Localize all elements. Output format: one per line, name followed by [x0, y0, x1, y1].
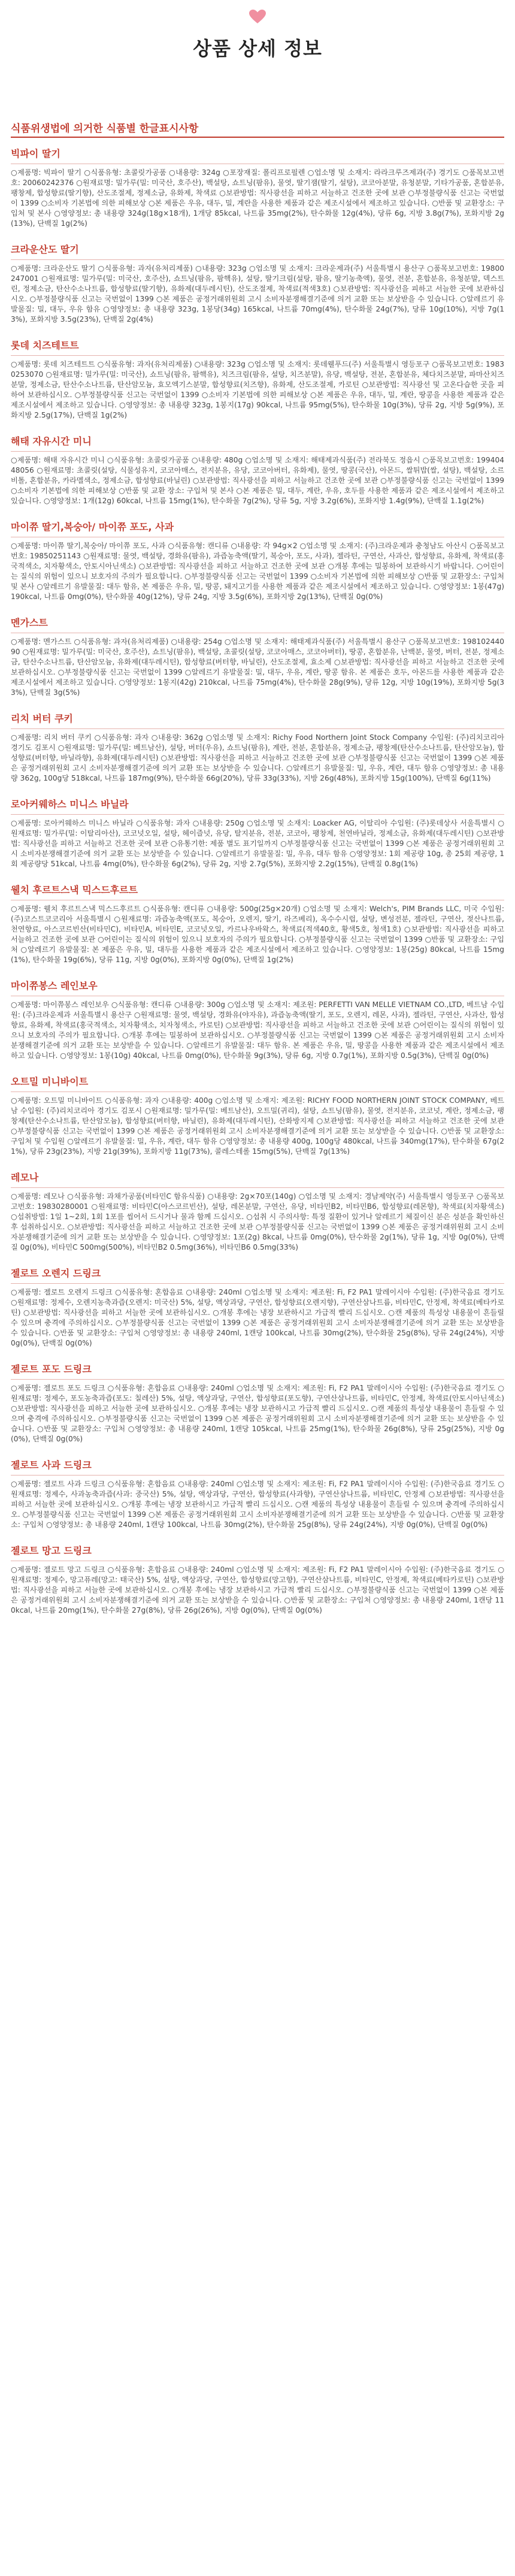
item-divider [11, 451, 504, 452]
item-divider [11, 355, 504, 356]
product-name: 로아커웨하스 미니스 바닐라 [11, 799, 129, 810]
product-label-text: ○제품명: 젤로트 망고 드링크 ○식품유형: 혼합음료 ○내용량: 240ml ○업소명 및 소재지: 제조원: Fi, F2 PA1 말레이시아 수입원: (주)한국음료 경기도 ○원재료명: 정제수, 망고퓨레(망고: 태국산) 5%, 설탕, 액상과당, 구연산, 합성향료(망고향), 구연산삼나트륨, 비타민C, 안정제, 착색료(베타카로틴) ○보관방법: 직사광선을 피하고 서늘한 곳에 보관하십시오. ○개봉 후에는 냉장 보관하시고 가급적 빨리 드십시오. ○부정불량식품 신고는 국번없이 1399 ○본 제품은 공정거래위원회 고시 소비자분쟁해결기준에 의거 교환 또는 보상받을 수 있습니다. ○반품 및 교환장소: 구입처 ○영양정보: 총 내용량 240ml, 1캔당 110kcal, 나트륨 20mg(1%), 탄수화물 27g(8%), 당류 26g(26%), 지방 0g(0%), 단백질 0g(0%) [11, 1565, 504, 1614]
product-item [11, 1074, 504, 1157]
product-item [11, 434, 504, 506]
item-divider [11, 1283, 504, 1284]
product-label-text: ○제품명: 레모나 ○식품유형: 과채가공품(비타민C 함유식품) ○내용량: 2g×70포(140g) ○업소명 및 소재지: 경남제약(주) 서울특별시 영등포구 ○품목보고번호: 19830280001 ○원재료명: 비타민C(아스코르빈산), 설탕, 레몬분말, 구연산, 유당, 비타민B2, 비타민B6, 합성향료(레몬향), 착색료(치자황색소) ○섭취방법: 1일 1~2회, 1회 1포를 씹어서 드시거나 물과 함께 드십시오. ○섭취 시 주의사항: 특정 질환이 있거나 알레르기 체질이신 분은 성분을 확인하신 후 섭취하십시오. ○보관방법: 직사광선을 피하고 서늘하고 건조한 곳에 보관 ○부정불량식품 신고는 국번없이 1399 ○본 제품은 공정거래위원회 고시 소비자분쟁해결기준에 의거 교환 또는 보상받을 수 있습니다. ○영양정보: 1포(2g) 8kcal, 나트륨 0mg(0%), 탄수화물 2g(1%), 당류 1g, 지방 0g(0%), 단백질 0g(0%), 비타민C 500mg(500%), 비타민B2 0.5mg(36%), 비타민B6 0.5mg(33%) [11, 1192, 504, 1251]
product-name: 리치 버터 쿠키 [11, 713, 73, 724]
product-item [11, 978, 504, 1061]
product-item [11, 146, 504, 229]
product-item [11, 242, 504, 325]
product-label-text: ○제품명: 젤로트 오렌지 드링크 ○식품유형: 혼합음료 ○내용량: 240ml ○업소명 및 소재지: 제조원: Fi, F2 PA1 말레이시아 수입원: (주)한국음료 경기도 ○원재료명: 정제수, 오렌지농축과즙(오렌지: 미국산) 5%, 설탕, 액상과당, 구연산, 합성향료(오렌지향), 구연산삼나트륨, 비타민C, 안정제, 착색료(베타카로틴) ○보관방법: 직사광선을 피하고 서늘한 곳에 보관하십시오. ○개봉 후에는 냉장 보관하시고 가급적 빨리 드십시오. ○캔 제품의 특성상 내용물이 흔들릴 수 있으며 충격에 주의하십시오. ○부정불량식품 신고는 국번없이 1399 ○본 제품은 공정거래위원회 고시 소비자분쟁해결기준에 의거 교환 또는 보상받을 수 있습니다. ○반품 및 교환장소: 구입처 ○영양정보: 총 내용량 240ml, 1캔당 100kcal, 나트륨 30mg(2%), 탄수화물 25g(8%), 당류 24g(24%), 지방 0g(0%), 단백질 0g(0%) [11, 1288, 504, 1347]
product-item [11, 797, 504, 869]
product-name: 해태 자유시간 미니 [11, 436, 92, 447]
section-divider [11, 137, 504, 138]
product-name: 마이쮸봉스 레인보우 [11, 980, 98, 991]
product-name: 마이쮸 딸기,복숭아/ 마이쮸 포도, 사과 [11, 521, 174, 533]
product-name: 빅파이 딸기 [11, 148, 60, 159]
product-label-text: ○제품명: 로아커웨하스 미니스 바닐라 ○식품유형: 과자 ○내용량: 250g ○업소명 및 소재지: Loacker AG, 이탈리아 수입원: (주)롯데상사 서울특별시 ○원재료명: 밀가루(밀: 이탈리아산), 코코넛오일, 설탕, 헤이즐넛, 유당, 탈지분유, 전분, 코코아, 팽창제, 천연바닐라, 정제소금, 유화제(대두레시틴) ○보관방법: 직사광선을 피하고 서늘하고 건조한 곳에 보관 ○유통기한: 제품 별도 표기일까지 ○부정불량식품 신고는 국번없이 1399 ○본 제품은 공정거래위원회 고시 소비자분쟁해결기준에 의거 교환 또는 보상받을 수 있습니다. ○알레르기 유발물질: 밀, 우유, 대두 함유 ○영양정보: 1회 제공량 10g, 총 25회 제공량, 1회 제공량당 51kcal, 나트륨 4mg(0%), 탄수화물 6g(2%), 당류 2g, 지방 2.7g(5%), 포화지방 2.2g(15%), 단백질 0.8g(1%) [11, 819, 504, 868]
item-divider [11, 1187, 504, 1188]
product-item [11, 1170, 504, 1253]
product-name: 레모나 [11, 1172, 39, 1183]
product-item [11, 1362, 504, 1444]
product-name: 젤로트 사과 드링크 [11, 1459, 92, 1471]
product-label-text: ○제품명: 해태 자유시간 미니 ○식품유형: 초콜릿가공품 ○내용량: 480g ○업소명 및 소재지: 해태제과식품(주) 전라북도 정읍시 ○품목보고번호: 19940448056 ○원재료명: 초콜릿(설탕, 식물성유지, 코코아매스, 전지분유, 유당, 코코아버터, 유화제), 물엿, 땅콩(국산), 아몬드, 쌀튀밥(쌀, 설탕), 백설탕, 소르비톨, 혼합분유, 카라멜색소, 정제소금, 합성향료(바닐린) ○보관방법: 직사광선을 피하고 서늘하고 건조한 곳에 보관 ○부정불량식품 신고는 국번없이 1399 ○소비자 기본법에 의한 피해보상 ○반품 및 교환 장소: 구입처 및 본사 ○본 제품은 밀, 대두, 계란, 우유, 호두를 사용한 제품과 같은 제조시설에서 제조하고 있습니다. ○영양정보: 1개(12g) 60kcal, 나트륨 15mg(1%), 탄수화물 7g(2%), 당류 5g, 지방 3.2g(6%), 포화지방 1.4g(9%), 단백질 1.1g(2%) [11, 456, 504, 505]
product-item [11, 1543, 504, 1616]
product-name: 젤로트 오렌지 드링크 [11, 1268, 101, 1279]
product-name: 크라운산도 딸기 [11, 244, 79, 255]
product-name: 멘가스트 [11, 617, 48, 628]
product-name: 웰치 후르트스낵 믹스드후르트 [11, 884, 138, 896]
section-heading: 식품위생법에 의거한 식품별 한글표시사항 [11, 123, 199, 135]
product-name: 젤로트 망고 드링크 [11, 1545, 92, 1556]
page-title: 상품 상세 정보 [193, 37, 322, 60]
item-divider [11, 1475, 504, 1476]
product-label-text: ○제품명: 빅파이 딸기 ○식품유형: 초콜릿가공품 ○내용량: 324g ○포장재질: 폴리프로필렌 ○업소명 및 소재지: 라라크루즈제과(주) 경기도 ○품목보고번호: 20060242376 ○원재료명: 밀가루(밀: 미국산, 호주산), 백설탕, 쇼트닝(팜유), 물엿, 딸기잼(딸기, 설탕), 코코아분말, 유청분말, 기타가공품, 혼합분유, 팽창제, 합성향료(딸기향), 산도조절제, 정제소금, 유화제, 착색료 ○보관방법: 직사광선을 피하고 서늘하고 건조한 곳에 보관 ○부정불량식품 신고는 국번없이 1399 ○소비자 기본법에 의한 피해보상 ○본 제품은 우유, 대두, 밀, 계란을 사용한 제품과 같은 제조시설에서 제조하고 있습니다. ○반품 및 교환장소: 구입처 및 본사 ○영양정보: 총 내용량 324g(18g×18개), 1개당 85kcal, 나트륨 35mg(2%), 탄수화물 12g(4%), 당류 6g, 지방 3.8g(7%), 포화지방 2g(13%), 단백질 1g(2%) [11, 168, 504, 228]
product-list [11, 146, 504, 1629]
product-item [11, 519, 504, 602]
product-label-text: ○제품명: 롯데 치즈테트트 ○식품유형: 과자(유처리제품) ○내용량: 323g ○업소명 및 소재지: 롯데웰푸드(주) 서울특별시 영등포구 ○품목보고번호: 19830253070 ○원재료명: 밀가루(밀: 미국산), 쇼트닝(팜유, 팜핵유), 치즈크림(팜유, 설탕, 치즈분말), 유당, 백설탕, 전분, 혼합분유, 체다치즈분말, 파마산치즈분말, 정제소금, 탄산수소나트륨, 탄산암모늄, 효모엑기스분말, 합성향료(치즈향), 유화제, 산도조절제, 카로틴 ○보관방법: 직사광선 및 고온다습한 곳을 피하여 보관하십시오. ○부정불량식품 신고는 국번없이 1399 ○소비자 기본법에 의한 피해보상 ○본 제품은 우유, 대두, 밀, 계란, 땅콩을 사용한 제품과 같은 제조시설에서 제조하고 있습니다. ○영양정보: 총 내용량 323g, 1봉지(17g) 90kcal, 나트륨 95mg(5%), 탄수화물 10g(3%), 당류 2g, 지방 5g(9%), 포화지방 2.5g(17%), 단백질 1g(2%) [11, 360, 504, 419]
product-label-text: ○제품명: 젤로트 사과 드링크 ○식품유형: 혼합음료 ○내용량: 240ml ○업소명 및 소재지: 제조원: Fi, F2 PA1 말레이시아 수입원: (주)한국음료 경기도 ○원재료명: 정제수, 사과농축과즙(사과: 중국산) 5%, 설탕, 액상과당, 구연산, 합성향료(사과향), 구연산삼나트륨, 비타민C, 안정제 ○보관방법: 직사광선을 피하고 서늘한 곳에 보관하십시오. ○개봉 후에는 냉장 보관하시고 가급적 빨리 드십시오. ○캔 제품의 특성상 내용물이 흔들릴 수 있으며 충격에 주의하십시오. ○부정불량식품 신고는 국번없이 1399 ○본 제품은 공정거래위원회 고시 소비자분쟁해결기준에 의거 교환 또는 보상받을 수 있습니다. ○반품 및 교환장소: 구입처 ○영양정보: 총 내용량 240ml, 1캔당 100kcal, 나트륨 30mg(2%), 탄수화물 25g(8%), 당류 24g(24%), 지방 0g(0%), 단백질 0g(0%) [11, 1480, 504, 1529]
product-item [11, 882, 504, 965]
product-item [11, 1458, 504, 1530]
item-divider [11, 259, 504, 260]
product-name: 오트밀 미니바이트 [11, 1076, 89, 1087]
product-label-text: ○제품명: 마이쮸 딸기,복숭아/ 마이쮸 포도, 사과 ○식품유형: 캔디류 ○내용량: 각 94g×2 ○업소명 및 소재지: (주)크라운제과 충청남도 아산시 ○품목보고번호: 19850251143 ○원재료명: 물엿, 백설탕, 경화유(팜유), 과즙농축액(딸기, 복숭아, 포도, 사과), 젤라틴, 구연산, 사과산, 합성향료, 유화제, 착색료(홍국적색소, 치자황색소, 안토시아닌색소) ○보관방법: 직사광선을 피하고 서늘하고 건조한 곳에 보관 ○개봉 후에는 밀봉하여 보관하시기 바랍니다. ○어린이는 질식의 위험이 있으니 보호자의 주의가 필요합니다. ○부정불량식품 신고는 국번없이 1399 ○소비자 기본법에 의한 피해보상 ○반품 및 교환장소: 구입처 및 본사 ○알레르기 유발물질: 대두 함유, 본 제품은 우유, 밀, 땅콩, 돼지고기를 사용한 제품과 같은 제조시설에서 제조하고 있습니다. ○영양정보: 1봉(47g) 190kcal, 나트륨 0mg(0%), 탄수화물 40g(12%), 당류 24g, 지방 3.5g(6%), 포화지방 2g(13%), 단백질 0g(0%) [11, 542, 504, 601]
heart-icon [249, 10, 266, 24]
product-label-text: ○제품명: 젤로트 포도 드링크 ○식품유형: 혼합음료 ○내용량: 240ml ○업소명 및 소재지: 제조원: Fi, F2 PA1 말레이시아 수입원: (주)한국음료 경기도 ○원재료명: 정제수, 포도농축과즙(포도: 칠레산) 5%, 설탕, 액상과당, 구연산, 합성향료(포도향), 구연산삼나트륨, 비타민C, 안정제, 착색료(안토시아닌색소) ○보관방법: 직사광선을 피하고 서늘한 곳에 보관하십시오. ○개봉 후에는 냉장 보관하시고 가급적 빨리 드십시오. ○캔 제품의 특성상 내용물이 흔들릴 수 있으며 충격에 주의하십시오. ○부정불량식품 신고는 국번없이 1399 ○본 제품은 공정거래위원회 고시 소비자분쟁해결기준에 의거 교환 또는 보상받을 수 있습니다. ○반품 및 교환장소: 구입처 ○영양정보: 총 내용량 240ml, 1캔당 105kcal, 나트륨 25mg(1%), 탄수화물 26g(8%), 당류 25g(25%), 지방 0g(0%), 단백질 0g(0%) [11, 1384, 504, 1443]
product-label-text: ○제품명: 오트밀 미니바이트 ○식품유형: 과자 ○내용량: 400g ○업소명 및 소재지: 제조원: RICHY FOOD NORTHERN JOINT STOCK COMPANY, 베트남 수입원: (주)리치코리아 경기도 김포시 ○원재료명: 밀가루(밀: 베트남산), 오트밀(귀리), 설탕, 쇼트닝(팜유), 물엿, 전지분유, 코코넛, 계란, 정제소금, 팽창제(탄산수소나트륨, 탄산암모늄), 합성향료(버터향, 바닐린), 유화제(대두레시틴), 산화방지제 ○보관방법: 직사광선을 피하고 서늘하고 건조한 곳에 보관 ○부정불량식품 신고는 국번없이 1399 ○본 제품은 공정거래위원회 고시 소비자분쟁해결기준에 의거 교환 또는 보상받을 수 있습니다. ○반품 및 교환장소: 구입처 및 수입원 ○알레르기 유발물질: 밀, 우유, 계란, 대두 함유 ○영양정보: 총 내용량 400g, 100g당 480kcal, 나트륨 340mg(17%), 탄수화물 67g(21%), 당류 23g(23%), 지방 21g(39%), 포화지방 11g(73%), 콜레스테롤 15mg(5%), 단백질 7g(13%) [11, 1096, 504, 1156]
product-label-text: ○제품명: 웰치 후르트스낵 믹스드후르트 ○식품유형: 캔디류 ○내용량: 500g(25g×20개) ○업소명 및 소재지: Welch's, PIM Brands LLC, 미국 수입원: (주)코스트코코리아 서울특별시 ○원재료명: 과즙농축액(포도, 복숭아, 오렌지, 딸기, 라즈베리), 옥수수시럽, 설탕, 변성전분, 젤라틴, 구연산, 젖산나트륨, 천연향료, 아스코르빈산(비타민C), 비타민A, 비타민E, 코코넛오일, 카르나우바왁스, 착색료(적색40호, 황색5호, 청색1호) ○보관방법: 직사광선을 피하고 서늘하고 건조한 곳에 보관 ○어린이는 질식의 위험이 있으니 보호자의 주의가 필요합니다. ○부정불량식품 신고는 국번없이 1399 ○반품 및 교환장소: 구입처 ○알레르기 유발물질: 본 제품은 우유, 밀, 대두를 사용한 제품과 같은 제조시설에서 제조하고 있습니다. ○영양정보: 1봉(25g) 80kcal, 나트륨 15mg(1%), 탄수화물 19g(6%), 당류 11g, 지방 0g(0%), 포화지방 0g(0%), 단백질 1g(2%) [11, 905, 504, 964]
product-item [11, 338, 504, 421]
item-divider [11, 728, 504, 729]
product-name: 롯데 치즈테트트 [11, 340, 79, 351]
product-item [11, 615, 504, 698]
item-divider [11, 814, 504, 815]
product-item [11, 1266, 504, 1349]
product-label-text: ○제품명: 마이쮸봉스 레인보우 ○식품유형: 캔디류 ○내용량: 300g ○업소명 및 소재지: 제조원: PERFETTI VAN MELLE VIETNAM CO.,LTD, 베트남 수입원: (주)크라운제과 서울특별시 용산구 ○원재료명: 물엿, 백설탕, 경화유(야자유), 과즙농축액(딸기, 포도, 오렌지, 레몬, 사과), 젤라틴, 구연산, 사과산, 합성향료, 유화제, 착색료(홍국적색소, 치자황색소, 치자청색소, 카로틴) ○보관방법: 직사광선을 피하고 서늘하고 건조한 곳에 보관 ○어린이는 질식의 위험이 있으니 보호자의 주의가 필요합니다. ○개봉 후에는 밀봉하여 보관하십시오. ○부정불량식품 신고는 국번없이 1399 ○본 제품은 공정거래위원회 고시 소비자분쟁해결기준에 의거 교환 또는 보상받을 수 있습니다. ○알레르기 유발물질: 대두 함유. 본 제품은 우유, 밀, 땅콩을 사용한 제품과 같은 제조시설에서 제조하고 있습니다. ○영양정보: 1봉(10g) 40kcal, 나트륨 0mg(0%), 탄수화물 9g(3%), 당류 6g, 지방 0.7g(1%), 포화지방 0.5g(3%), 단백질 0g(0%) [11, 1000, 504, 1060]
item-divider [11, 1379, 504, 1380]
product-name: 젤로트 포도 드링크 [11, 1363, 92, 1375]
product-label-text: ○제품명: 리치 버터 쿠키 ○식품유형: 과자 ○내용량: 362g ○업소명 및 소재지: Richy Food Northern Joint Stock Company 수입원: (주)리치코리아 경기도 김포시 ○원재료명: 밀가루(밀: 베트남산), 설탕, 버터(우유), 쇼트닝(팜유), 계란, 전분, 혼합분유, 정제소금, 팽창제(탄산수소나트륨, 탄산암모늄), 합성향료(버터향, 바닐라향), 유화제(대두레시틴) ○보관방법: 직사광선을 피하고 서늘하고 건조한 곳에 보관 ○부정불량식품 신고는 국번없이 1399 ○본 제품은 공정거래위원회 고시 소비자분쟁해결기준에 의거 교환 또는 보상받을 수 있습니다. ○알레르기 유발물질: 밀, 우유, 계란, 대두 함유 ○영양정보: 총 내용량 362g, 100g당 518kcal, 나트륨 187mg(9%), 탄수화물 66g(20%), 당류 33g(33%), 지방 26g(48%), 포화지방 15g(100%), 단백질 6g(11%) [11, 733, 504, 782]
product-item [11, 711, 504, 784]
product-label-text: ○제품명: 크라운산도 딸기 ○식품유형: 과자(유처리제품) ○내용량: 323g ○업소명 및 소재지: 크라운제과(주) 서울특별시 용산구 ○품목보고번호: 19800247001 ○원재료명: 밀가루(밀: 미국산, 호주산), 쇼트닝(팜유, 팜핵유), 설탕, 딸기크림(설탕, 팜유, 딸기농축액), 물엿, 전분, 혼합분유, 유청분말, 덱스트린, 정제소금, 탄산수소나트륨, 합성향료(딸기향), 유화제(대두레시틴), 산도조절제, 착색료(적색3호) ○보관방법: 직사광선을 피하고 서늘한 곳에 보관하십시오. ○부정불량식품 신고는 국번없이 1399 ○본 제품은 공정거래위원회 고시 소비자분쟁해결기준에 의거 교환 또는 보상받을 수 있습니다. ○알레르기 유발물질: 밀, 대두, 우유 함유 ○영양정보: 총 내용량 323g, 1봉당(34g) 165kcal, 나트륨 70mg(4%), 탄수화물 24g(7%), 당류 10g(10%), 지방 7g(13%), 포화지방 3.5g(23%), 단백질 2g(4%) [11, 264, 504, 323]
product-label-text: ○제품명: 멘가스트 ○식품유형: 과자(유처리제품) ○내용량: 254g ○업소명 및 소재지: 해태제과식품(주) 서울특별시 용산구 ○품목보고번호: 19810244090 ○원재료명: 밀가루(밀: 미국산, 호주산), 쇼트닝(팜유), 백설탕, 초콜릿(설탕, 코코아매스, 코코아버터), 땅콩, 혼합분유, 난백분, 물엿, 버터, 전분, 정제소금, 탄산수소나트륨, 탄산암모늄, 유화제(대두레시틴), 합성향료(버터향, 바닐린), 산도조절제, 효소제 ○보관방법: 직사광선을 피하고 서늘하고 건조한 곳에 보관하십시오. ○부정불량식품 신고는 국번없이 1399 ○알레르기 유발물질: 밀, 대두, 우유, 계란, 땅콩 함유. 본 제품은 호두, 아몬드를 사용한 제품과 같은 제조시설에서 제조하고 있습니다. ○영양정보: 1봉지(42g) 210kcal, 나트륨 75mg(4%), 탄수화물 28g(9%), 당류 12g, 지방 10g(19%), 포화지방 5g(33%), 단백질 3g(5%) [11, 637, 504, 697]
